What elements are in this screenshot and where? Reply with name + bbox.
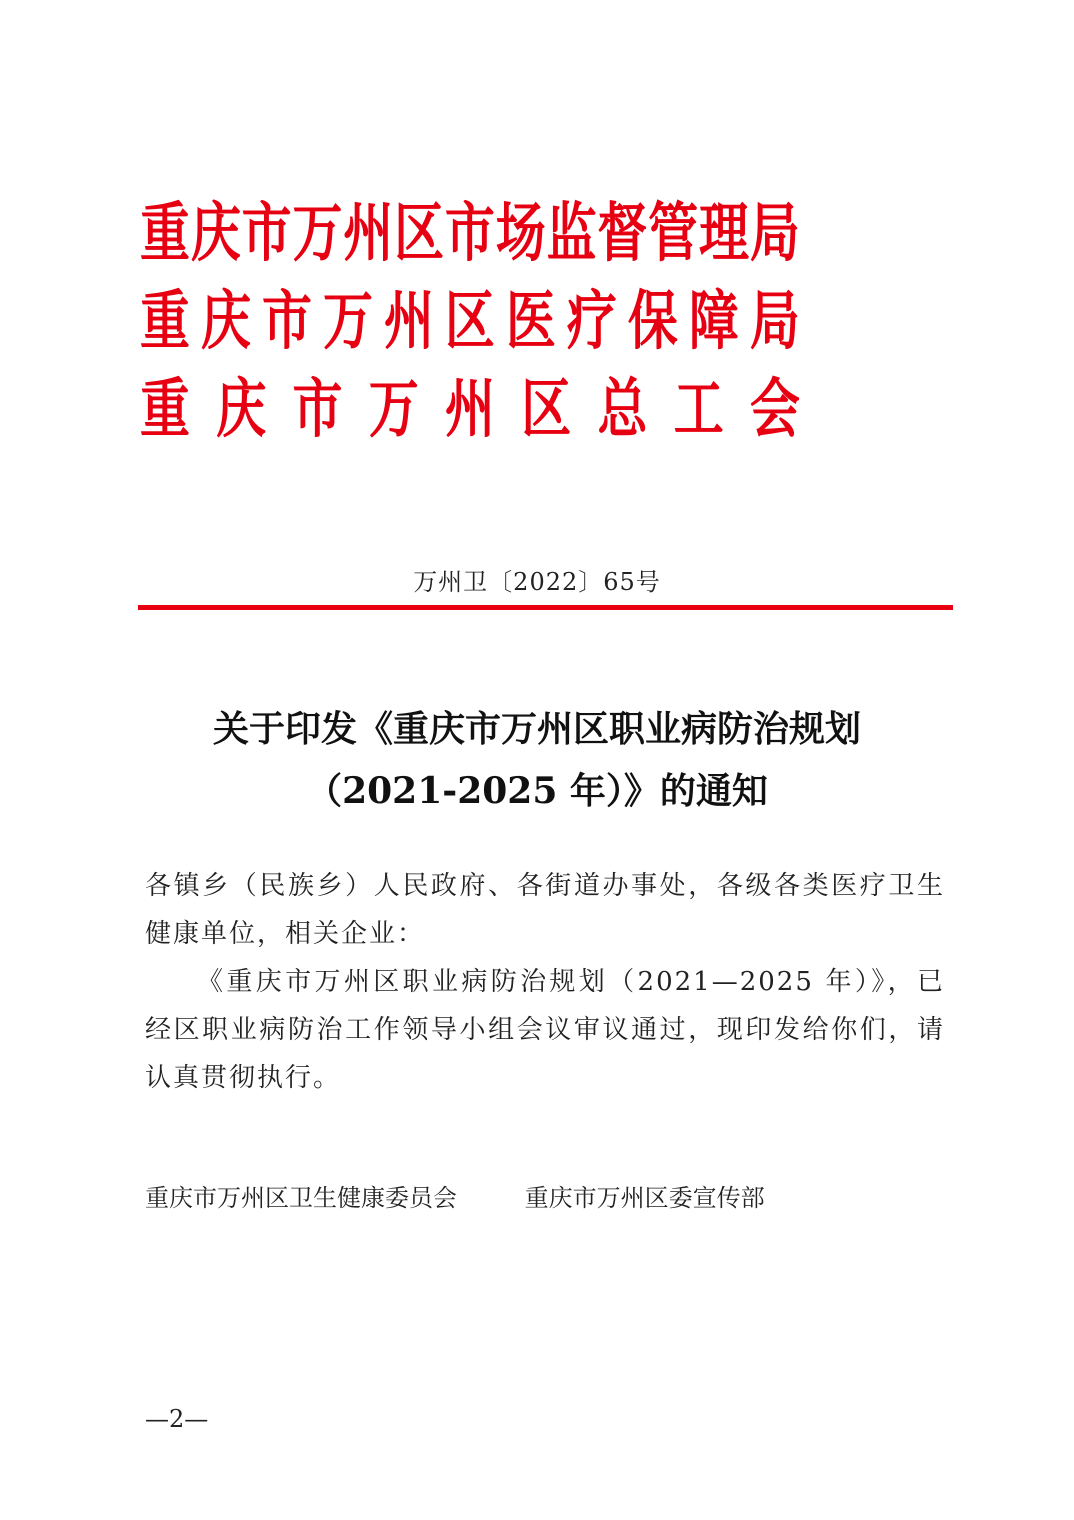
title-line-1: 关于印发《重庆市万州区职业病防治规划 xyxy=(212,708,861,750)
issuer-char: 市 xyxy=(444,197,495,271)
title-line-2: （2021-2025 年）》的通知 xyxy=(306,770,768,812)
document-number: 万州卫〔2022〕65号 xyxy=(413,568,661,596)
issuer-char: 庆 xyxy=(190,197,241,271)
red-divider-rule xyxy=(138,605,953,610)
issuer-char: 局 xyxy=(749,197,800,271)
issuer-char: 州 xyxy=(383,285,434,359)
issuer-char: 工 xyxy=(673,373,724,447)
issuer-char: 障 xyxy=(688,285,739,359)
issuer-char: 区 xyxy=(394,197,445,271)
issuer-char: 场 xyxy=(495,197,546,271)
signer-health-commission: 重庆市万州区卫生健康委员会 xyxy=(145,1184,457,1212)
issuer-char: 保 xyxy=(627,285,678,359)
document-title xyxy=(0,698,1074,822)
issuer-char: 庆 xyxy=(200,285,251,359)
issuer-char: 重 xyxy=(140,285,190,359)
body-paragraph: 《重庆市万州区职业病防治规划（2021—2025 年）》，已经区职业病防治工作领导小组会议审议通过，现印发给你们，请认真贯彻执行。 xyxy=(145,967,945,1093)
issuer-char: 督 xyxy=(597,197,648,271)
issuer-char: 会 xyxy=(749,373,800,447)
issuer-char: 医 xyxy=(505,285,556,359)
issuer-line-2 xyxy=(140,278,800,366)
issuer-char: 区 xyxy=(444,285,495,359)
issuer-header xyxy=(140,190,800,454)
salutation: 各镇乡（民族乡）人民政府、各街道办事处，各级各类医疗卫生健康单位，相关企业： xyxy=(145,871,945,949)
issuer-char: 州 xyxy=(343,197,394,271)
issuer-char: 市 xyxy=(261,285,312,359)
issuer-char: 万 xyxy=(292,197,343,271)
page-number: —2— xyxy=(145,1405,209,1433)
issuer-char: 市 xyxy=(292,373,343,447)
issuer-char: 局 xyxy=(749,285,800,359)
issuer-line-3 xyxy=(140,366,800,454)
issuer-char: 万 xyxy=(368,373,419,447)
signature-block xyxy=(145,1178,765,1218)
issuer-char: 重 xyxy=(140,197,190,271)
issuer-line-1 xyxy=(140,190,800,278)
issuer-char: 监 xyxy=(546,197,597,271)
signer-publicity-department: 重庆市万州区委宣传部 xyxy=(524,1184,765,1212)
issuer-char: 管 xyxy=(648,197,699,271)
document-body xyxy=(145,862,945,1102)
issuer-char: 庆 xyxy=(216,373,267,447)
issuer-char: 理 xyxy=(699,197,749,271)
issuer-char: 万 xyxy=(322,285,373,359)
issuer-char: 区 xyxy=(521,373,572,447)
issuer-char: 市 xyxy=(241,197,292,271)
issuer-char: 疗 xyxy=(566,285,617,359)
issuer-char: 总 xyxy=(597,373,648,447)
issuer-char: 重 xyxy=(140,373,190,447)
issuer-char: 州 xyxy=(444,373,495,447)
